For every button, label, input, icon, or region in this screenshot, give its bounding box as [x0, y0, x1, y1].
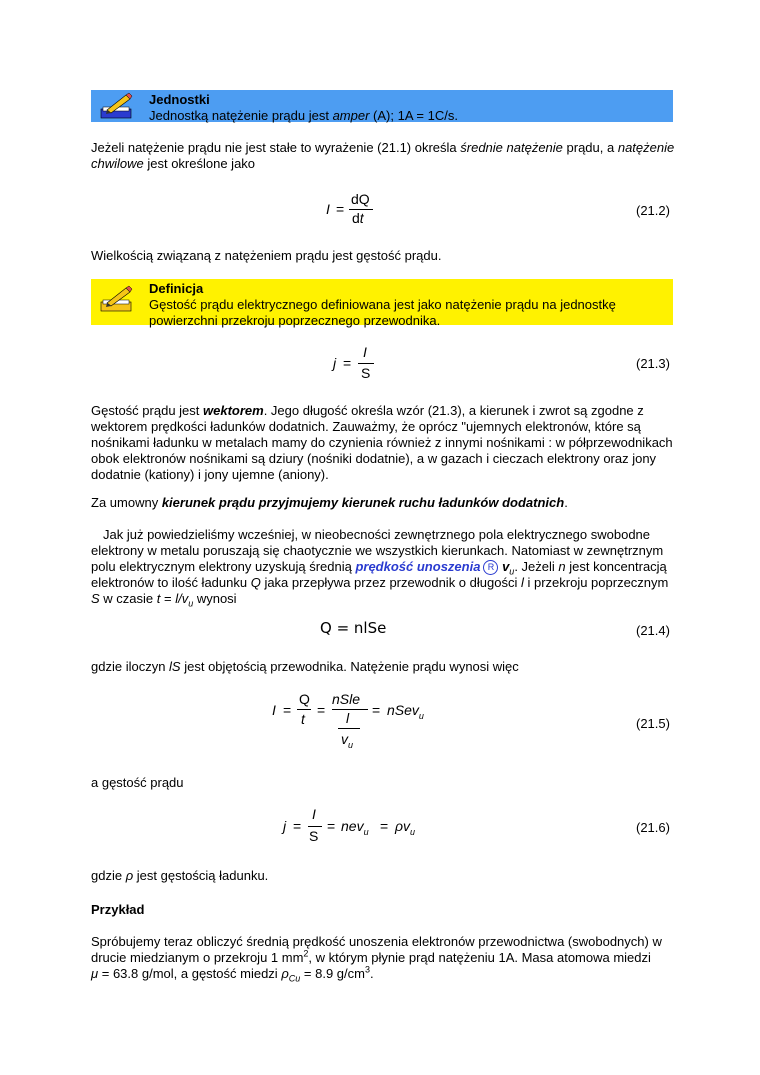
definition-line-1: Gęstość prądu elektrycznego definiowana jest jako natężenie prądu na jednostkę: [149, 297, 616, 312]
drift-velocity-link[interactable]: prędkość unoszenia: [355, 559, 481, 574]
registered-icon[interactable]: R: [483, 560, 498, 575]
paragraph-1: Jeżeli natężenie prądu nie jest stałe to wyrażenie (21.1) określa średnie natężenie prądu, a natężenie chwilowe jest określone jako: [91, 140, 675, 171]
equation-label-21-3: (21.3): [636, 356, 670, 371]
paragraph-9: Spróbujemy teraz obliczyć średnią prędkość unoszenia elektronów przewodnictwa (swobodnych) w drucie miedzianym o przekroju 1 $mm^2$, w którym płynie prąd natężeniu 1A. Masa atomowa miedzi μ = 63.8 g/mol, a gęstość miedzi $\rho_{Cu} = 8.9$ $g/cm^3$.: [91, 934, 662, 984]
paragraph-2: Wielkością związaną z natężeniem prądu jest gęstość prądu.: [91, 248, 442, 263]
definition-box-text: [149, 281, 669, 329]
equation-21-3: j = I S: [333, 344, 383, 384]
definition-box: [91, 279, 673, 328]
equation-21-2: I = dQ dt: [326, 191, 386, 227]
equation-21-5: I = Q t = nSle l $v_u$ = nSev$_u$: [272, 691, 424, 750]
pencil-note-icon: [99, 285, 135, 313]
equation-label-21-6: (21.6): [636, 820, 670, 835]
units-box-title: Jednostki: [149, 92, 210, 107]
paragraph-5: Jak już powiedzieliśmy wcześniej, w nieobecności zewnętrznego pola elektrycznego swobodne elektrony w metalu poruszają się chaotycznie we wszystkich kierunkach. Natomiast w zewnętrznym polu elektrycznym elektrony uzyskują średnią prędkość unoszenia R $v_u$. Jeżeli n jest koncentracją elektronów to ilość ładunku Q jaka przepływa przez przewodnik o długości l i przekroju poprzecznym S w czasie $t = l/v_u$ wynosi: [91, 527, 669, 609]
paragraph-3: Gęstość prądu jest wektorem. Jego długość określa wzór (21.3), a kierunek i zwrot są zgodne z wektorem prędkości ładunków dodatnich. Zauważmy, że oprócz "ujemnych elektronów, które są nośnikami ładunku w metalach mamy do czynienia również z innymi nośnikami : w półprzewodnikach obok elektronów nośnikami są dziury (nośniki dodatnie), a w gazach i cieczach elektrony oraz jony dodatnie (kationy) i jony ujemne (aniony).: [91, 403, 673, 482]
pencil-note-icon: [99, 92, 135, 120]
paragraph-4: Za umowny kierunek prądu przyjmujemy kierunek ruchu ładunków dodatnich.: [91, 495, 568, 510]
units-box-text: [149, 92, 669, 124]
paragraph-7: a gęstość prądu: [91, 775, 184, 790]
definition-box-title: Definicja: [149, 281, 204, 296]
units-box-content: Jednostką natężenie prądu jest amper (A); 1A = 1C/s.: [149, 108, 458, 123]
example-heading: Przykład: [91, 902, 145, 917]
definition-line-2: powierzchni przekroju poprzecznego przewodnika.: [149, 313, 441, 328]
equation-21-4: Q = nlSe: [320, 619, 387, 637]
equation-label-21-5: (21.5): [636, 716, 670, 731]
units-box: [91, 90, 673, 122]
equation-21-6: j = I S = nev$_u$ = $\rho v_u$: [283, 806, 416, 844]
equation-label-21-4: (21.4): [636, 623, 670, 638]
paragraph-6: gdzie iloczyn lS jest objętością przewodnika. Natężenie prądu wynosi więc: [91, 659, 519, 674]
paragraph-8: gdzie ρ jest gęstością ładunku.: [91, 868, 269, 883]
equation-label-21-2: (21.2): [636, 203, 670, 218]
